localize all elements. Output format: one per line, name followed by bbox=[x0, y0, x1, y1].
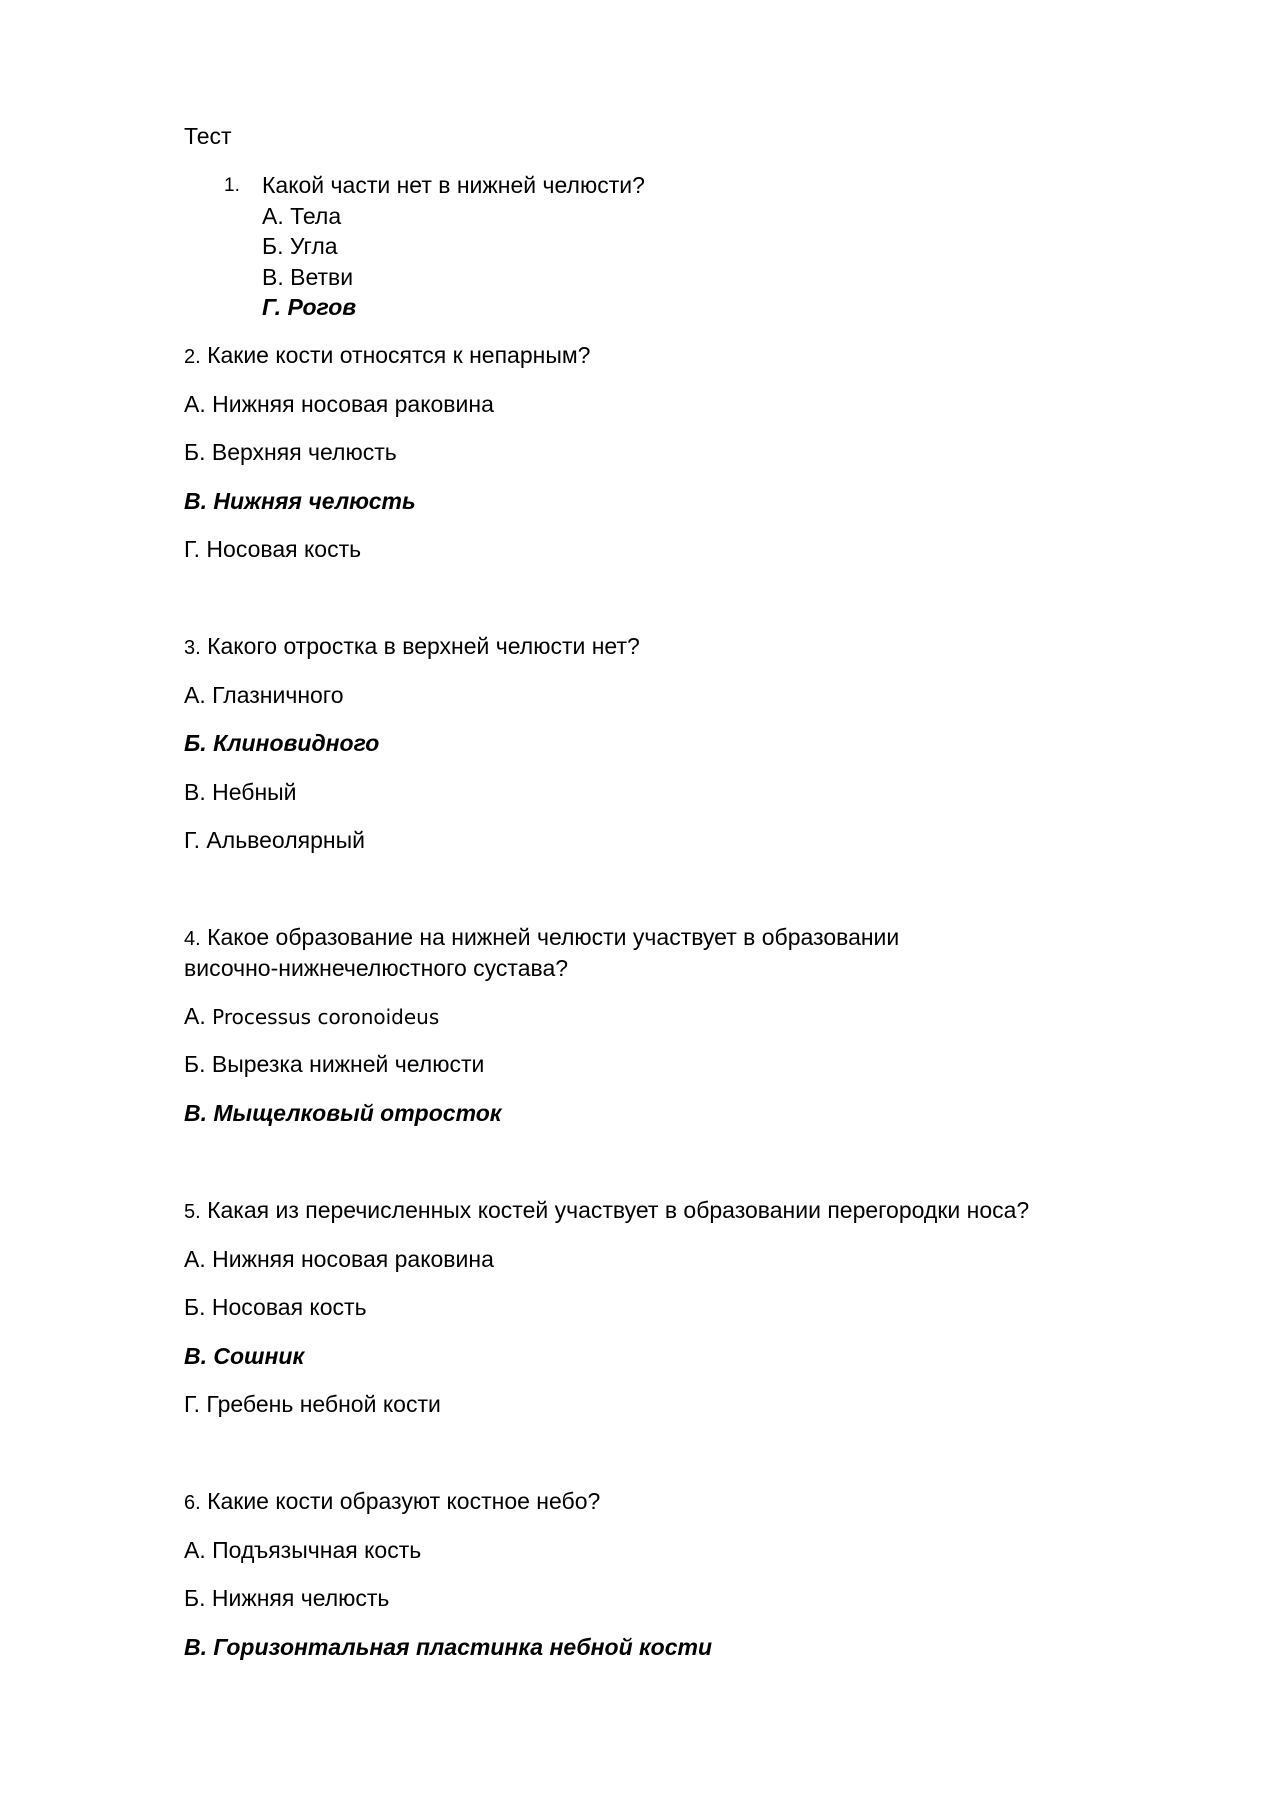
question-5-option-b: Б. Носовая кость bbox=[184, 1294, 367, 1320]
question-1-number: 1. bbox=[224, 175, 240, 196]
question-6-option-b: Б. Нижняя челюсть bbox=[184, 1585, 390, 1611]
question-2-option-a: А. Нижняя носовая раковина bbox=[184, 391, 494, 417]
question-5 bbox=[184, 1195, 1029, 1228]
question-2-option-b: Б. Верхняя челюсть bbox=[184, 439, 397, 465]
question-2-option-c-correct: В. Нижняя челюсть bbox=[184, 488, 416, 514]
question-4-number: 4. bbox=[184, 928, 201, 950]
question-3 bbox=[184, 631, 640, 664]
question-1-text: Какой части нет в нижней челюсти? bbox=[262, 172, 645, 198]
question-4-text-line-2: височно-нижнечелюстного сустава? bbox=[184, 955, 569, 981]
question-1-option-a: А. Тела bbox=[262, 203, 342, 229]
question-3-option-b-correct: Б. Клиновидного bbox=[184, 730, 380, 756]
document-title: Тест bbox=[184, 123, 232, 149]
question-4-option-a-prefix: А. bbox=[184, 1003, 206, 1029]
question-6-number: 6. bbox=[184, 1492, 201, 1514]
question-3-option-a: А. Глазничного bbox=[184, 682, 344, 708]
question-3-option-c: В. Небный bbox=[184, 779, 297, 805]
question-4-option-b: Б. Вырезка нижней челюсти bbox=[184, 1051, 485, 1077]
question-4-line-1 bbox=[184, 922, 899, 955]
question-3-option-d: Г. Альвеолярный bbox=[184, 827, 365, 853]
question-6-option-c-correct: В. Горизонтальная пластинка небной кости bbox=[184, 1634, 713, 1660]
question-5-option-a: А. Нижняя носовая раковина bbox=[184, 1246, 494, 1272]
question-2 bbox=[184, 340, 590, 373]
question-5-option-d: Г. Гребень небной кости bbox=[184, 1391, 441, 1417]
question-1-option-b: Б. Угла bbox=[262, 233, 338, 259]
question-5-option-c-correct: В. Сошник bbox=[184, 1343, 305, 1369]
question-4-option-a bbox=[184, 1001, 439, 1033]
question-4-text-line-1: Какое образование на нижней челюсти участвует в образовании bbox=[207, 924, 900, 950]
question-5-text: Какая из перечисленных костей участвует в образовании перегородки носа? bbox=[207, 1197, 1030, 1223]
question-6-text: Какие кости образуют костное небо? bbox=[207, 1488, 601, 1514]
question-3-text: Какого отростка в верхней челюсти нет? bbox=[207, 633, 640, 659]
question-2-number: 2. bbox=[184, 346, 201, 368]
question-6 bbox=[184, 1486, 600, 1519]
question-6-option-a: А. Подъязычная кость bbox=[184, 1537, 422, 1563]
question-2-option-d: Г. Носовая кость bbox=[184, 536, 362, 562]
question-1-option-c: В. Ветви bbox=[262, 264, 354, 290]
question-4-option-c-correct: В. Мыщелковый отросток bbox=[184, 1100, 502, 1126]
question-3-number: 3. bbox=[184, 637, 201, 659]
question-5-number: 5. bbox=[184, 1201, 201, 1223]
question-4-option-a-latin: Processus coronoideus bbox=[212, 1005, 440, 1029]
question-2-text: Какие кости относятся к непарным? bbox=[207, 342, 591, 368]
question-1-option-d-correct: Г. Рогов bbox=[262, 294, 357, 320]
